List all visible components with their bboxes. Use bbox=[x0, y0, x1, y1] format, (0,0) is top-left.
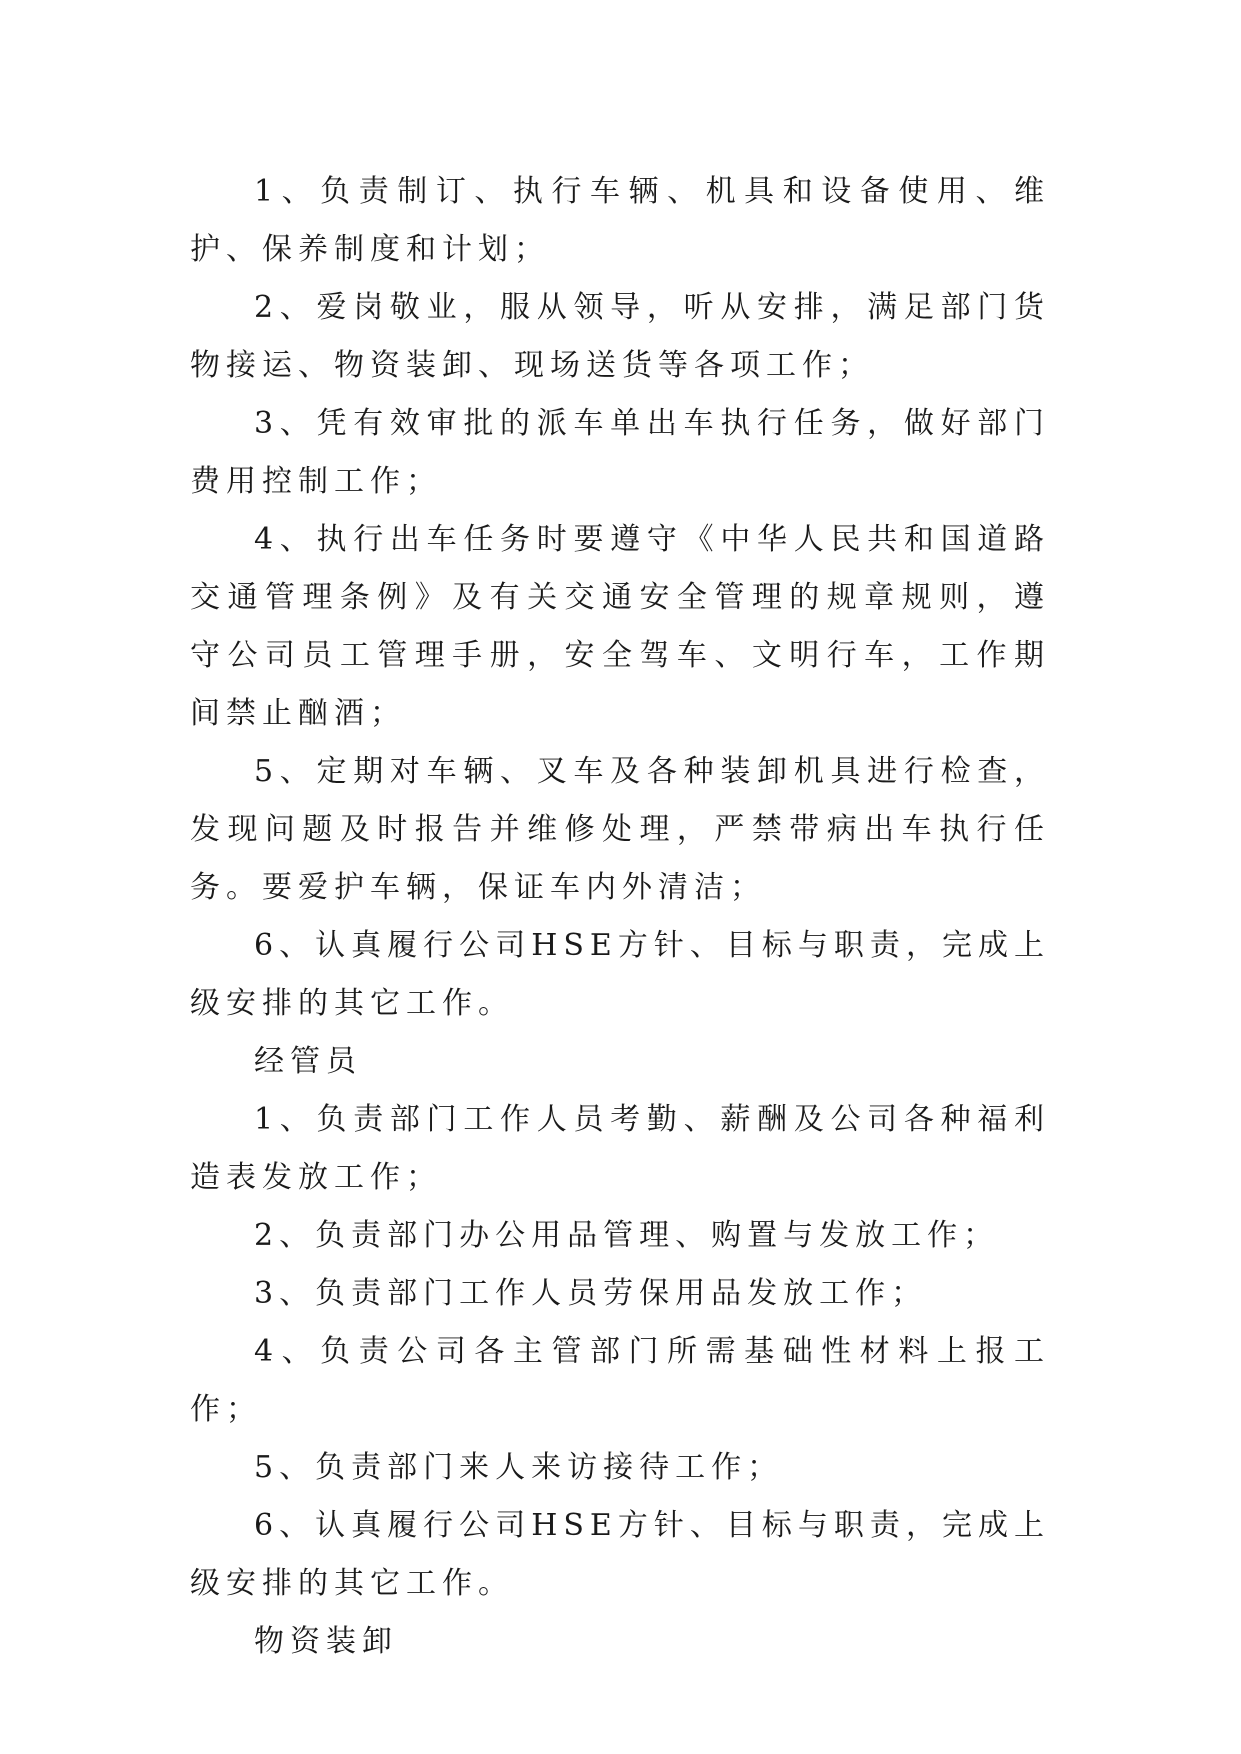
document-body bbox=[190, 163, 1050, 1671]
section-heading-manager: 经管员 bbox=[254, 1044, 362, 1079]
driver-duty-3: 3、凭有效审批的派车单出车执行任务，做好部门费用控制工作； bbox=[190, 406, 1050, 499]
manager-duty-5: 5、负责部门来人来访接待工作； bbox=[254, 1450, 784, 1485]
driver-duty-1: 1、负责制订、执行车辆、机具和设备使用、维护、保养制度和计划； bbox=[190, 174, 1050, 267]
manager-duty-4: 4、负责公司各主管部门所需基础性材料上报工作； bbox=[190, 1334, 1050, 1427]
section-heading-loading: 物资装卸 bbox=[254, 1624, 398, 1659]
manager-duty-3: 3、负责部门工作人员劳保用品发放工作； bbox=[254, 1276, 928, 1311]
manager-duty-1: 1、负责部门工作人员考勤、薪酬及公司各种福利造表发放工作； bbox=[190, 1102, 1050, 1195]
driver-duty-5: 5、定期对车辆、叉车及各种装卸机具进行检查，发现问题及时报告并维修处理，严禁带病出车执行任务。要爱护车辆，保证车内外清洁； bbox=[190, 754, 1050, 905]
driver-duty-4: 4、执行出车任务时要遵守《中华人民共和国道路交通管理条例》及有关交通安全管理的规章规则，遵守公司员工管理手册，安全驾车、文明行车，工作期间禁止酗酒； bbox=[190, 522, 1050, 731]
manager-duty-2: 2、负责部门办公用品管理、购置与发放工作； bbox=[254, 1218, 1000, 1253]
driver-duty-6: 6、认真履行公司HSE方针、目标与职责，完成上级安排的其它工作。 bbox=[190, 928, 1050, 1021]
manager-duty-6: 6、认真履行公司HSE方针、目标与职责，完成上级安排的其它工作。 bbox=[190, 1508, 1050, 1601]
driver-duty-2: 2、爱岗敬业，服从领导，听从安排，满足部门货物接运、物资装卸、现场送货等各项工作； bbox=[190, 290, 1050, 383]
